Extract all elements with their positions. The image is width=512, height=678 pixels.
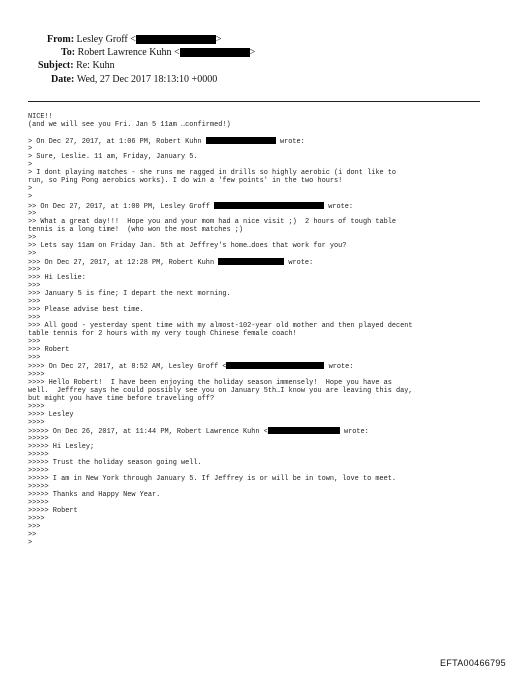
line-text: >>>>> [28,499,49,508]
body-line [28,193,498,201]
line-text: >>>>> Thanks and Happy New Year. [28,491,161,500]
line-text: >>> On Dec 27, 2017, at 12:28 PM, Robert Kuhn [28,258,219,267]
body-line [28,539,498,547]
line-text: >>> January 5 is fine; I depart the next morning. [28,290,231,299]
body-line [28,411,498,419]
body-line [28,322,498,330]
redaction-block [218,258,284,265]
body-line [28,403,498,411]
redaction-block [214,202,324,209]
line-text-after: wrote: [324,202,354,211]
body-line [28,169,498,177]
body-line [28,330,498,338]
body-line [28,121,498,129]
body-line [28,443,498,451]
line-text: >>>> Lesley [28,410,74,419]
line-text: >>> Hi Leslie: [28,273,86,282]
body-line [28,451,498,459]
subject-value: Re: Kuhn [76,60,115,71]
body-line [28,515,498,523]
line-text: >>>>> Hi Lesley; [28,442,95,451]
body-line [28,346,498,354]
redaction-block [226,362,324,369]
line-text: >>> [28,298,41,307]
body-line [28,499,498,507]
body-line [28,531,498,539]
from-value: Lesley Groff < [76,34,136,45]
body-line [28,467,498,475]
subject-row [38,60,115,72]
line-text: > [28,193,33,202]
body-line [28,290,498,298]
body-line [28,177,498,185]
body-line [28,145,498,153]
body-line [28,395,498,403]
body-line [28,523,498,531]
body-line [28,226,498,234]
body-line [28,419,498,427]
line-text: >>>>> I am in New York through January 5. If Jeffrey is or will be in town, love to meet. [28,475,397,484]
line-text: table tennis for 2 hours with my very tough Chinese female coach! [28,330,297,339]
redaction-block [268,427,340,434]
body-line [28,387,498,395]
line-text: >>>> On Dec 27, 2017, at 8:52 AM, Lesley Groff < [28,363,227,372]
body-line [28,153,498,161]
date-label: Date: [51,74,75,85]
body-line [28,491,498,499]
body-line [28,202,498,210]
body-line [28,282,498,290]
line-text: > Sure, Leslie. 11 am, Friday, January 5. [28,153,198,162]
line-text: >>> [28,281,41,290]
line-text: > [28,145,33,154]
body-line [28,371,498,379]
to-row: To: Robert Lawrence Kuhn < > [61,47,256,58]
line-text: >>> All good - yesterday spent time with my almost-102-year old mother and then played decent [28,322,413,331]
date-value: Wed, 27 Dec 2017 18:13:10 +0000 [76,74,218,85]
body-line [28,306,498,314]
line-text: >>>>> Trust the holiday season going well. [28,459,202,468]
date-row [51,74,217,86]
line-text: >>> [28,523,41,532]
line-text: >>>> Hello Robert! I have been enjoying the holiday season immensely! Hope you have as [28,378,392,387]
line-text: >>>>> [28,450,49,459]
body-line [28,435,498,443]
body-line [28,218,498,226]
body-line [28,314,498,322]
from-row: From: Lesley Groff < > [47,34,222,45]
body-line [28,137,498,145]
body-line [28,210,498,218]
redaction-block [206,137,276,144]
body-line [28,113,498,121]
email-body [28,113,498,548]
line-text: >>> [28,314,41,323]
line-text-after: wrote: [275,138,305,147]
body-line [28,258,498,266]
line-text: >>>>> On Dec 26, 2017, at 11:44 PM, Robert Lawrence Kuhn < [28,427,268,436]
body-line [28,483,498,491]
body-line [28,298,498,306]
body-line [28,185,498,193]
body-line [28,379,498,387]
body-line [28,242,498,250]
line-text: >> [28,209,37,218]
document-id: EFTA00466795 [440,658,506,668]
line-text: >>>>> [28,434,49,443]
line-text: (and we will see you Fri. Jan 5 11am …confirmed!) [28,121,231,130]
body-line [28,354,498,362]
line-text: run, so Ping Pong aerobics works). I do win a 'few points' in the two hours! [28,177,343,186]
body-line [28,459,498,467]
line-text: > On Dec 27, 2017, at 1:06 PM, Robert Kuhn [28,138,206,147]
line-text: >>>>> [28,483,49,492]
line-text: >>>> [28,418,45,427]
line-text-after: wrote: [339,427,369,436]
line-text: > [28,185,33,194]
body-line [28,507,498,515]
body-line [28,338,498,346]
line-text: well. Jeffrey says he could possibly see you on January 5th…I know you are leaving this day, [28,386,413,395]
body-line [28,266,498,274]
from-label: From: [47,34,75,45]
line-text: >>>> [28,370,45,379]
body-line [28,129,498,137]
body-line [28,250,498,258]
line-text: >>>>> Robert [28,507,78,516]
line-text: tennis is a long time! (who won the most matches ;) [28,225,244,234]
to-label: To: [61,47,76,58]
body-line [28,161,498,169]
line-text-after: wrote: [324,363,354,372]
line-text: >> On Dec 27, 2017, at 1:00 PM, Lesley Groff [28,202,215,211]
line-text: >>>>> [28,467,49,476]
line-text: >>> [28,338,41,347]
line-text: >> [28,531,37,540]
body-line [28,234,498,242]
body-line [28,475,498,483]
body-line [28,427,498,435]
line-text: > [28,539,33,548]
line-text: >>> [28,354,41,363]
line-text: >> [28,233,37,242]
subject-label: Subject: [38,60,74,71]
line-text: > [28,161,33,170]
body-line [28,274,498,282]
line-text: >>> Please advise best time. [28,306,144,315]
to-value: Robert Lawrence Kuhn < [77,47,180,58]
line-text: >> [28,249,37,258]
line-text: NICE!! [28,113,53,121]
line-text: >>>> [28,515,45,524]
body-line [28,362,498,370]
redaction-block [136,35,216,44]
line-text: >> Lets say 11am on Friday Jan. 5th at Jeffrey's home…does that work for you? [28,241,347,250]
line-text: but might you have time before traveling off? [28,394,215,403]
line-text: >> What a great day!!! Hope you and your mom had a nice visit ;) 2 hours of tough table [28,217,397,226]
line-text: >>>> [28,402,45,411]
line-text: > I dont playing matches - she runs me ragged in drills so highly aerobic (i dont like to [28,169,397,178]
line-text: >>> Robert [28,346,70,355]
redaction-block [180,48,250,57]
header-divider [28,101,480,102]
line-text: >>> [28,265,41,274]
line-text-after: wrote: [284,258,314,267]
